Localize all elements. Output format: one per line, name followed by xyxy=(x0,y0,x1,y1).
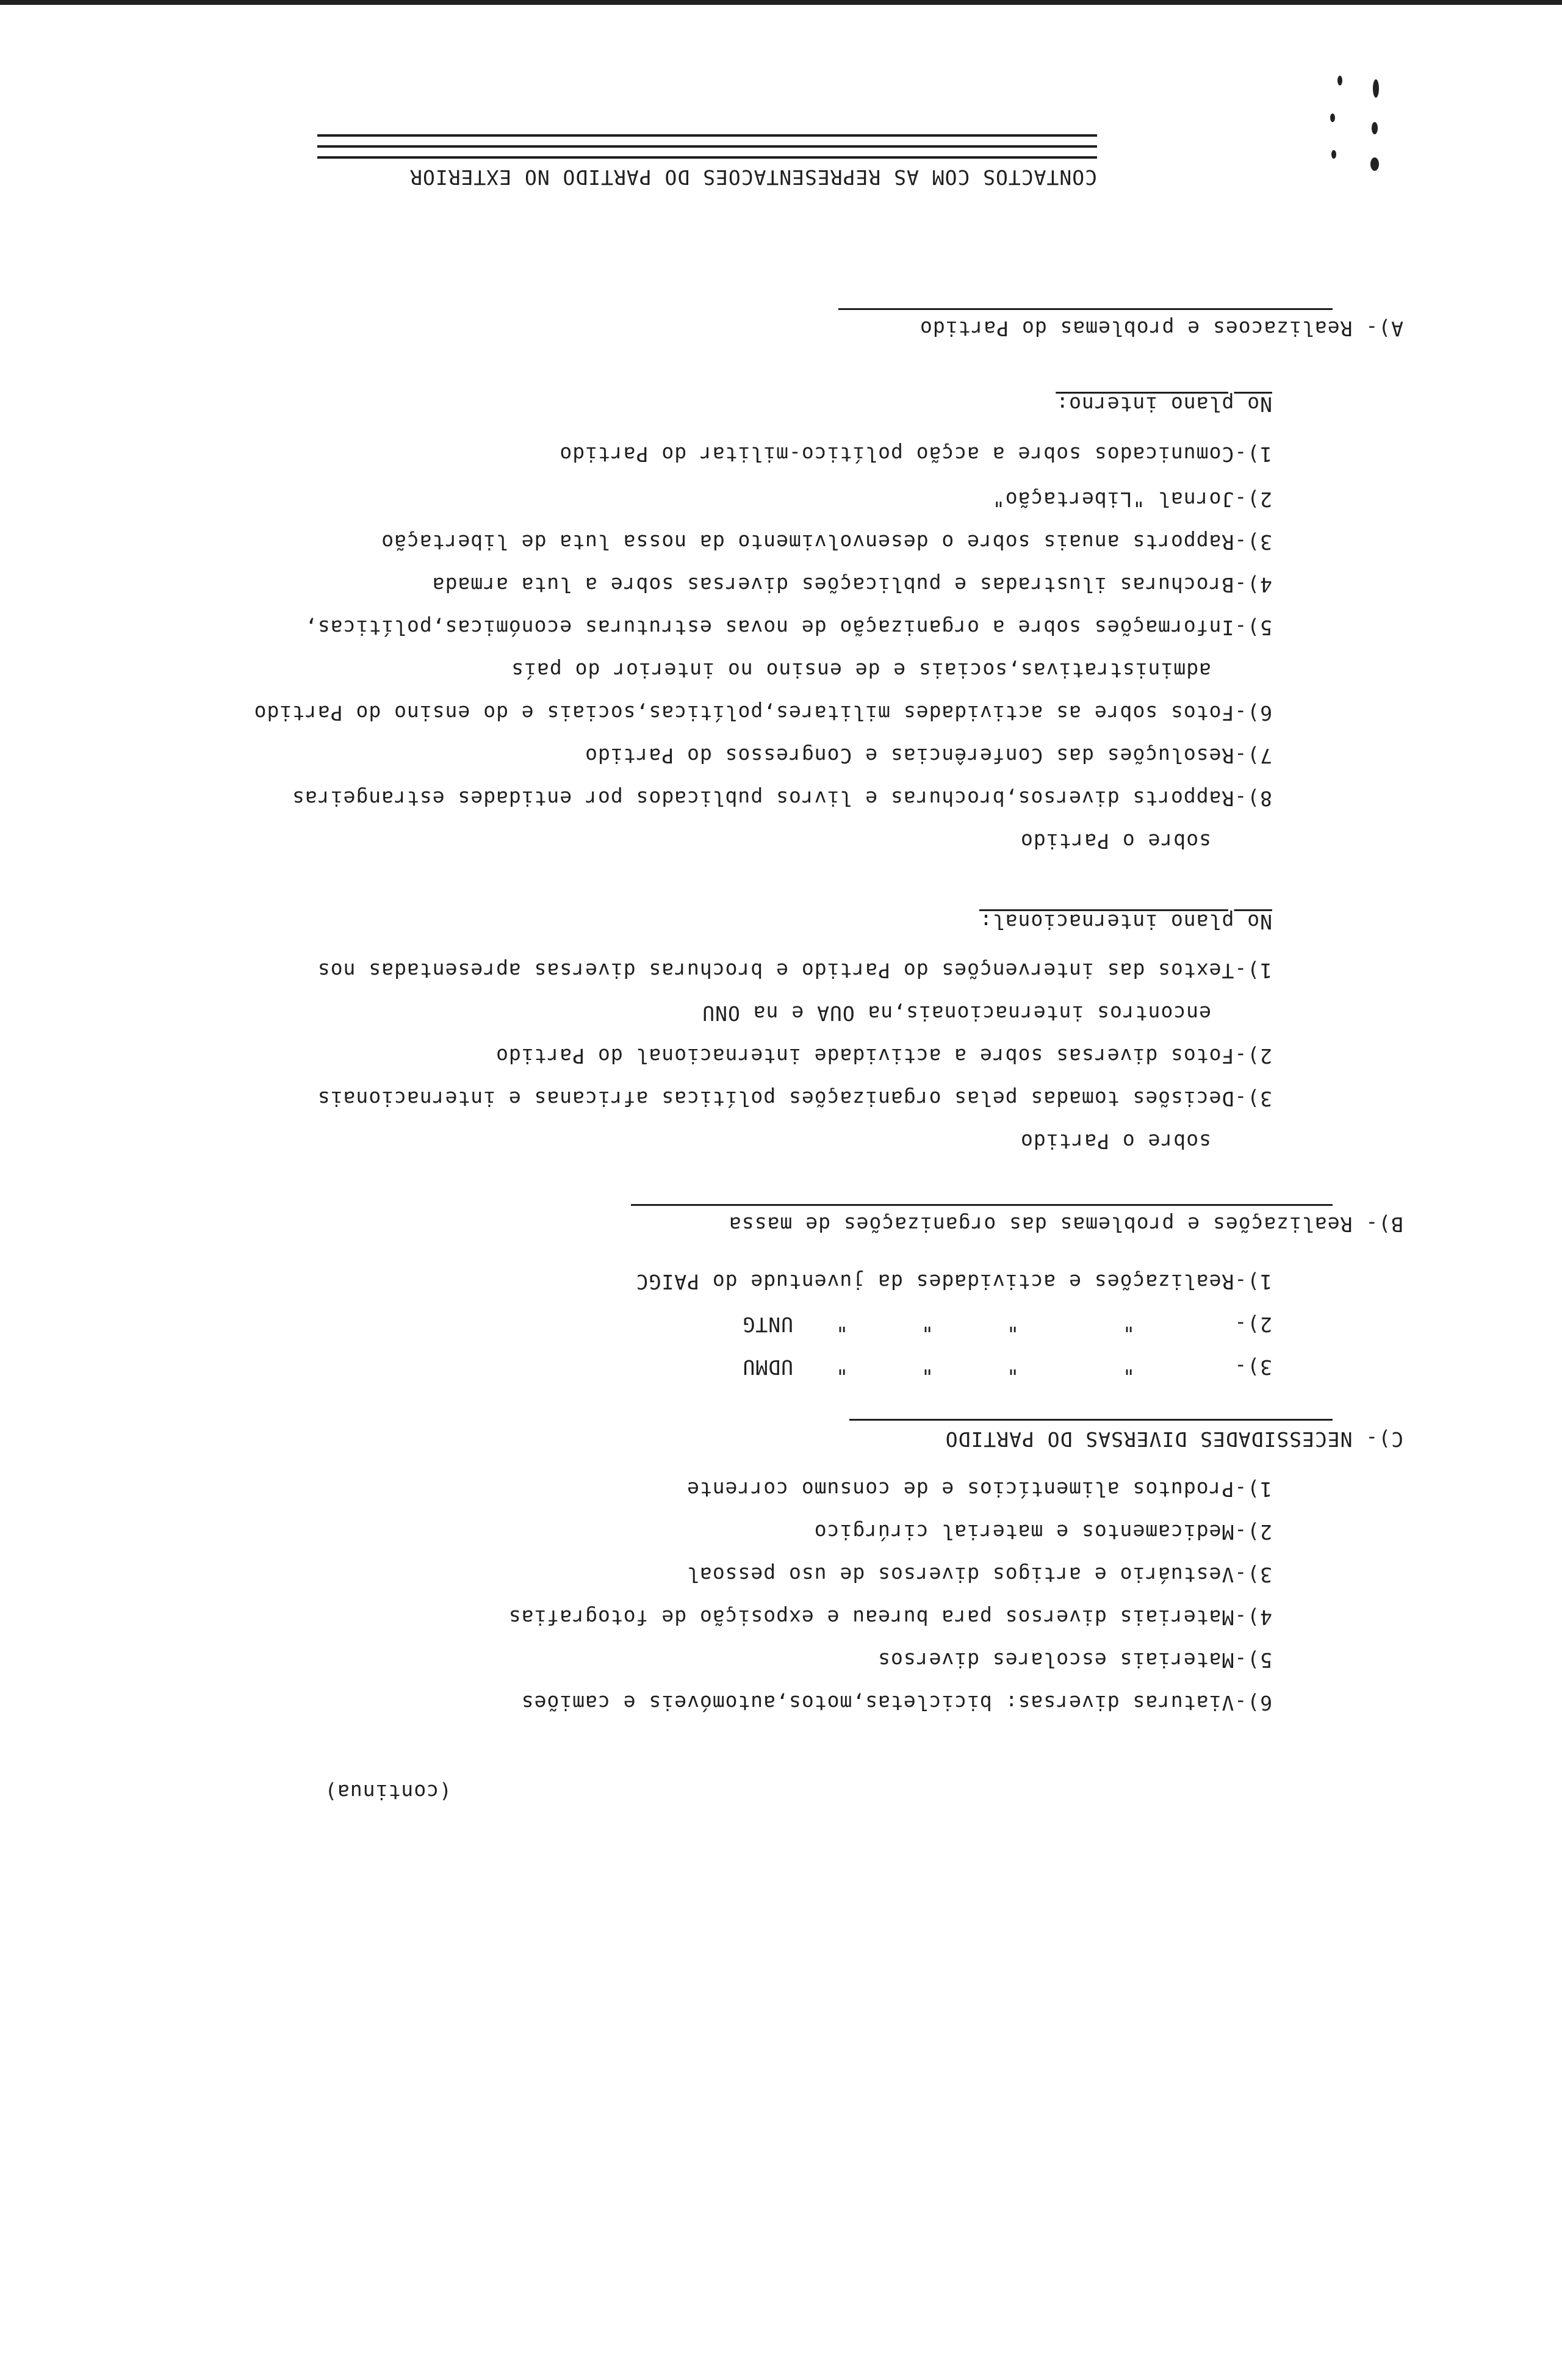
ditto-mark: " xyxy=(835,1355,848,1379)
title-rule-1 xyxy=(317,156,1097,159)
international-item-continuation: sobre o Partido xyxy=(1020,1130,1211,1153)
section-a-heading: A)- Realizacoes e problemas do Partido xyxy=(920,317,1403,341)
section-c-heading: C)- NECESSIDADES DIVERSAS DO PARTIDO xyxy=(945,1427,1403,1451)
section-b-heading: B)- Realizações e problemas das organizações de massa xyxy=(729,1213,1403,1236)
internal-item: 6)-Fotos sobre as actividades militares,políticas,sociais e do ensino do Partido xyxy=(253,701,1272,725)
internal-item: 1)-Comunicados sobre a acção político-militar do Partido xyxy=(559,442,1272,466)
mass-org-item: 3)- xyxy=(1234,1355,1272,1379)
ditto-mark: " xyxy=(1122,1313,1135,1336)
ditto-mark: " xyxy=(921,1313,934,1336)
needs-item: 6)-Viaturas diversas: bicicletas,motos,automóveis e camiões xyxy=(520,1691,1272,1715)
internal-item-continuation: administrativas,sociais e de ensino no interior do país xyxy=(511,658,1211,682)
org-name-udmu: UDMU xyxy=(742,1355,793,1379)
internal-item: 2)-Jornal "Libertação" xyxy=(992,488,1272,511)
needs-item: 2)-Medicamentos e material cirúrgico xyxy=(813,1520,1272,1544)
needs-item: 4)-Materiais diversos para bureau e exposição de fotografias xyxy=(508,1606,1272,1629)
ink-speck xyxy=(1373,79,1379,98)
international-item: 3)-Decisões tomadas pelas organizações políticas africanas e internacionais xyxy=(317,1087,1272,1111)
ditto-mark: " xyxy=(1006,1313,1019,1336)
international-plan-heading: No plano internacional: xyxy=(979,910,1272,934)
ink-speck xyxy=(1330,114,1335,122)
ink-speck xyxy=(1331,150,1336,159)
international-item: 1)-Textos das intervenções do Partido e brochuras diversas apresentadas nos xyxy=(317,959,1272,983)
ink-speck xyxy=(1337,76,1342,85)
continua-note: (continua) xyxy=(324,1780,452,1804)
ditto-mark: " xyxy=(1122,1355,1135,1379)
internal-item: 3)-Rapports anuais sobre o desenvolvimento da nossa luta de libertação xyxy=(381,530,1272,554)
internal-item: 7)-Resoluções das Conferências e Congressos do Partido xyxy=(585,744,1272,768)
needs-item: 3)-Vestuário e artigos diversos de uso pessoal xyxy=(686,1563,1272,1587)
title-rule-2 xyxy=(317,145,1097,148)
needs-item: 1)-Produtos alimentícios e de consumo corrente xyxy=(686,1477,1272,1501)
mass-org-item: 1)-Realizações e actividades da juventude do PAIGC xyxy=(635,1270,1272,1294)
document-title: CONTACTOS COM AS REPRESENTACOES DO PARTIDO NO EXTERIOR xyxy=(409,165,1097,189)
ink-speck xyxy=(1370,157,1379,171)
section-a-rule xyxy=(838,308,1333,310)
needs-item: 5)-Materiais escolares diversos xyxy=(877,1648,1272,1672)
section-c-rule xyxy=(849,1419,1333,1421)
mass-org-item: 2)- xyxy=(1234,1313,1272,1336)
international-item: 2)-Fotos diversas sobre a actividade internacional do Partido xyxy=(495,1044,1272,1068)
ditto-mark: " xyxy=(835,1313,848,1336)
ditto-mark: " xyxy=(921,1355,934,1379)
internal-item-continuation: sobre o Partido xyxy=(1020,829,1211,853)
title-rule-3 xyxy=(317,134,1097,137)
internal-item: 8)-Rapports diversos,brochuras e livros publicados por entidades estrangeiras xyxy=(292,787,1272,810)
internal-plan-heading: No plano interno: xyxy=(1056,392,1272,416)
internal-item: 4)-Brochuras ilustradas e publicações diversas sobre a luta armada xyxy=(431,573,1272,597)
international-item-continuation: encontros internacionais,na OUA e na ONU xyxy=(702,1001,1211,1025)
ditto-mark: " xyxy=(1006,1355,1019,1379)
internal-item: 5)-Informações sobre a organização de novas estruturas económicas,políticas, xyxy=(304,616,1272,640)
section-b-rule xyxy=(631,1204,1333,1206)
ink-speck xyxy=(1372,122,1378,134)
org-name-untg: UNTG xyxy=(742,1313,793,1336)
